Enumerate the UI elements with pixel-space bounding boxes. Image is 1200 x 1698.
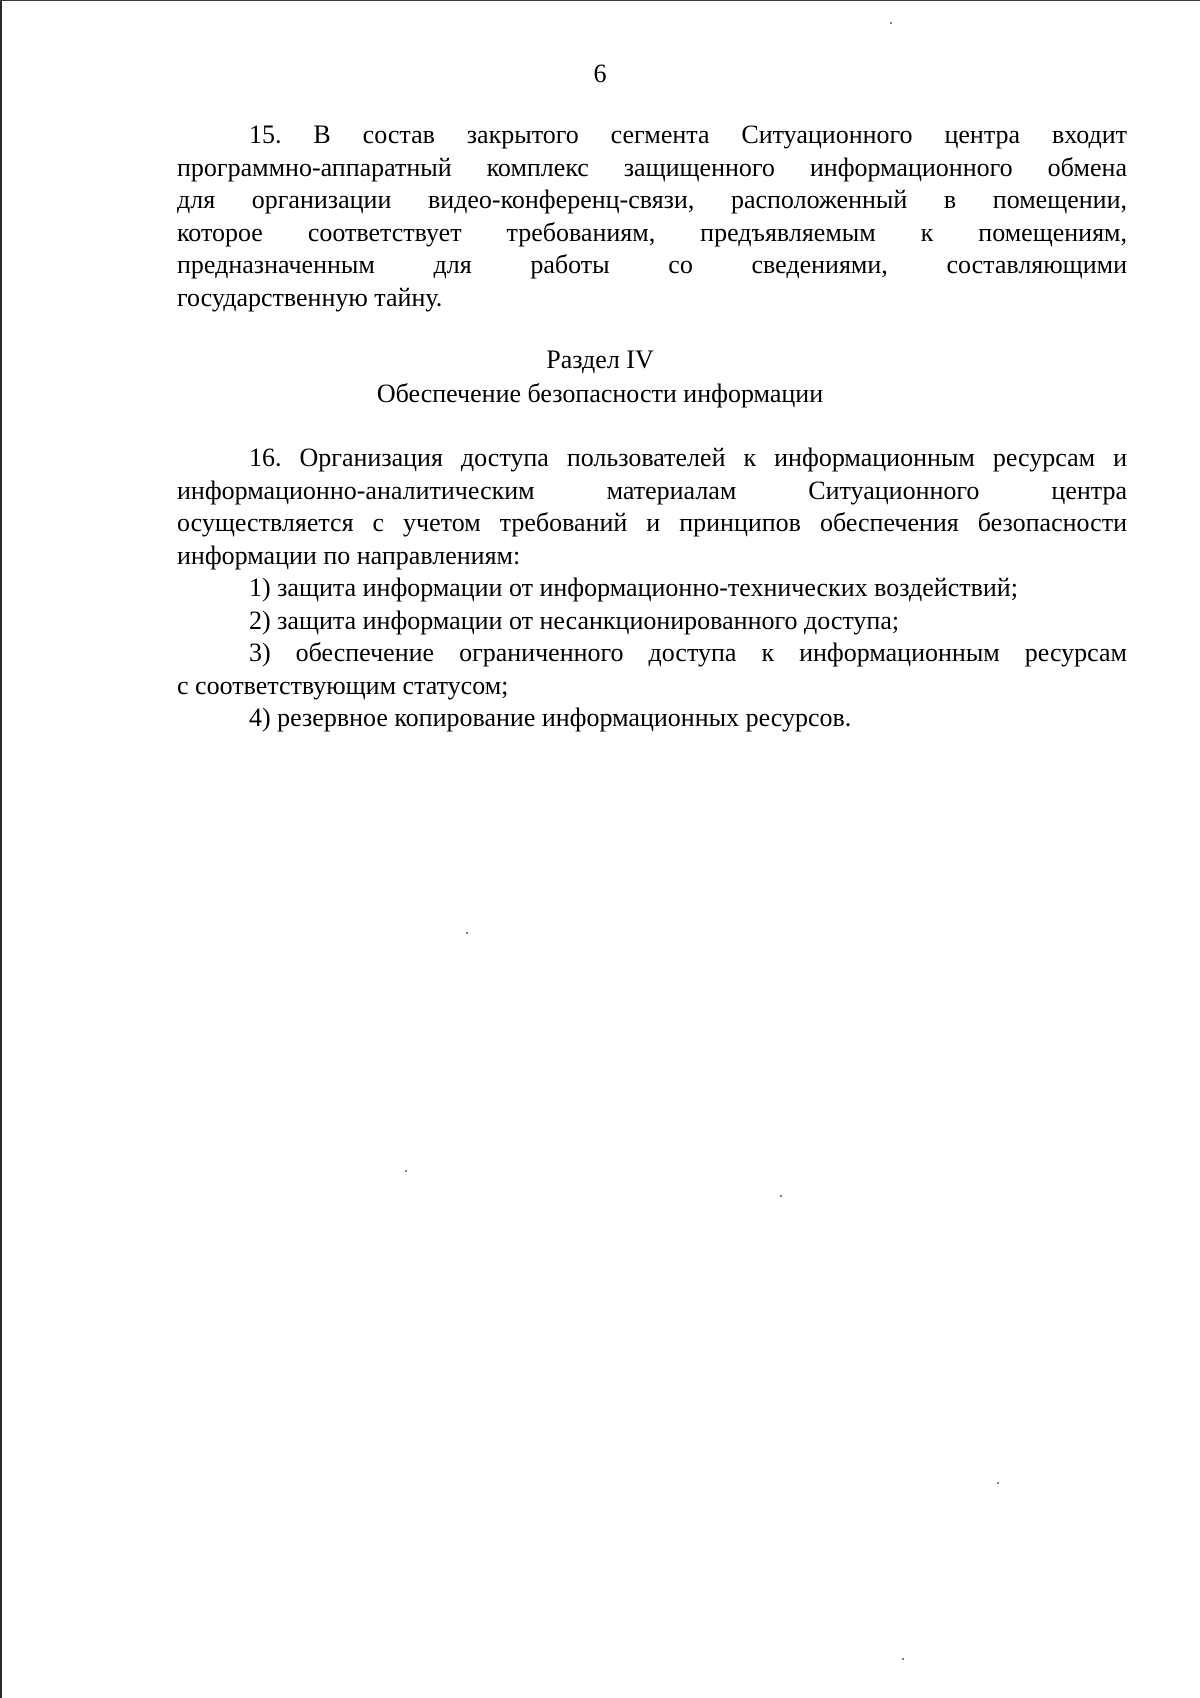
page-number: 6 [593,59,607,88]
list-item-continuation: с соответствующим статусом; [177,670,509,700]
paragraph-line: 16. Организация доступа пользователей к информационным ресурсам и [249,443,1127,472]
scan-speck [890,22,892,24]
scan-speck [466,932,468,934]
paragraph-line: предназначенным для работы со сведениями, составляющими [177,250,1127,279]
list-item: 3) обеспечение ограниченного доступа к информационным ресурсам [249,638,1127,667]
paragraph-line: программно-аппаратный комплекс защищенного информационного обмена [177,152,1127,182]
scan-speck [405,1170,407,1172]
section-number: Раздел IV [546,345,654,374]
section-title: Обеспечение безопасности информации [376,379,824,408]
paragraph-line: информации по направлениям: [177,540,521,570]
paragraph-line: осуществляется с учетом требований и принципов обеспечения безопасности [177,508,1127,537]
scan-speck [997,1482,999,1484]
paragraph-15 [177,119,1127,314]
scan-edge-left [0,0,2,1698]
paragraph-16 [177,442,1127,735]
paragraph-line: государственную тайну. [177,282,443,312]
paragraph-line: которое соответствует требованиям, предъявляемым к помещениям, [177,217,1127,247]
paragraph-line: для организации видео-конференц-связи, расположенный в помещении, [177,185,1127,214]
paragraph-line: информационно-аналитическим материалам Ситуационного центра [177,475,1127,505]
list-item: 4) резервное копирование информационных ресурсов. [249,703,852,732]
paragraph-line: 15. В состав закрытого сегмента Ситуационного центра входит [249,120,1127,149]
list-item: 1) защита информации от информационно-технических воздействий; [249,573,1018,602]
scan-speck [902,1658,904,1660]
scan-edge-top [0,0,1200,1]
list-item: 2) защита информации от несанкционированного доступа; [249,605,900,635]
scan-speck [780,1195,782,1197]
